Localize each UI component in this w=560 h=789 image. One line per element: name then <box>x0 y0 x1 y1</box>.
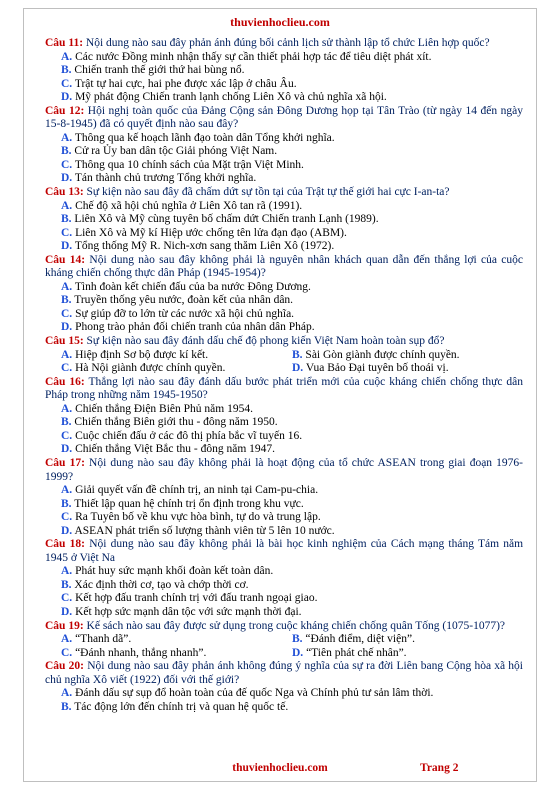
option-text: Chiến thắng Biên giới thu - đông năm 1950. <box>74 416 278 429</box>
option-text: Mỹ phát động Chiến tranh lạnh chống Liên Xô và chủ nghĩa xã hội. <box>75 91 387 104</box>
option-text: Xác định thời cơ, tạo và chớp thời cơ. <box>74 578 249 591</box>
answer-option <box>45 403 523 417</box>
answer-option <box>45 64 523 78</box>
option-text: Thiết lập quan hệ chính trị ổn định trong khu vực. <box>74 497 304 510</box>
question-number: Câu 13: <box>45 186 84 199</box>
option-text: “Thanh dã”. <box>75 633 132 646</box>
question-text: Nội dung nào sau đây phản ánh đúng bối cảnh lịch sử thành lập tổ chức Liên hợp quốc? <box>85 37 490 49</box>
option-label: D. <box>61 240 73 253</box>
option-text: Cuộc chiến đấu ở các đô thị phía bắc vĩ tuyến 16. <box>75 429 303 442</box>
option-text: Chế độ xã hội chủ nghĩa ở Liên Xô tan rã (1991). <box>75 199 303 212</box>
option-label: C. <box>61 158 73 171</box>
question-block <box>45 660 523 714</box>
question-number: Câu 19: <box>45 619 84 632</box>
option-text: Kết hợp đấu tranh chính trị với đấu tranh ngoại giao. <box>75 592 318 605</box>
option-label: A. <box>61 280 73 293</box>
answer-option <box>45 592 523 606</box>
option-text: Chiến thắng Việt Bắc thu - đông năm 1947. <box>75 443 276 456</box>
answer-option <box>45 240 523 254</box>
question-list <box>45 37 523 714</box>
option-text: “Đánh điểm, diệt viện”. <box>305 633 415 646</box>
option-text: Hà Nội giành được chính quyền. <box>75 362 226 375</box>
option-label: C. <box>61 429 73 442</box>
option-text: Tình đoàn kết chiến đấu của ba nước Đông Dương. <box>74 280 311 293</box>
answer-option <box>45 145 523 159</box>
answer-option <box>45 308 523 322</box>
option-label: A. <box>61 565 73 578</box>
option-label: B. <box>61 213 72 226</box>
option-label: D. <box>61 443 73 456</box>
question-text: Kế sách nào sau đây được sử dụng trong cuộc kháng chiến chống quân Tống (1075-1077)? <box>86 619 506 632</box>
answer-option <box>45 687 523 701</box>
option-text: Giải quyết vấn đề chính trị, an ninh tại Cam-pu-chia. <box>75 484 319 497</box>
option-text: Tổng thống Mỹ R. Nich-xơn sang thăm Liên Xô (1972). <box>74 240 335 253</box>
question-number: Câu 16: <box>45 375 85 388</box>
page-number: Trang 2 <box>420 762 459 774</box>
option-text: Liên Xô và Mỹ cùng tuyên bố chấm dứt Chiến tranh Lạnh (1989). <box>74 213 379 226</box>
question-text: Nội dung nào sau đây phản ánh không đúng ý nghĩa của sự ra đời Liên bang Cộng hòa xã hội chủ nghĩa Xô viết (1922) đối với thế giới? <box>45 660 524 686</box>
option-text: Hiệp định Sơ bộ được kí kết. <box>75 348 209 361</box>
question-stem <box>45 254 523 281</box>
question-block <box>45 254 523 335</box>
option-label: B. <box>61 416 72 429</box>
option-text: Sự giúp đỡ to lớn từ các nước xã hội chủ nghĩa. <box>75 307 295 320</box>
answer-option <box>45 78 523 92</box>
option-text: Cử ra Ủy ban dân tộc Giải phóng Việt Nam. <box>74 145 278 158</box>
option-label: C. <box>61 511 73 524</box>
option-text: Thông qua 10 chính sách của Mặt trận Việt Minh. <box>74 158 304 171</box>
question-text: Sự kiện nào sau đây đã chấm dứt sự tồn tại của Trật tự thế giới hai cực I-an-ta? <box>86 186 450 199</box>
options-row <box>45 349 523 363</box>
option-label: C. <box>61 592 73 605</box>
answer-option <box>45 511 523 525</box>
option-text: Liên Xô và Mỹ kí Hiệp ước chống tên lửa đạn đạo (ABM). <box>75 226 347 239</box>
option-label: B. <box>61 145 72 158</box>
option-label: A. <box>61 687 73 700</box>
question-stem <box>45 335 523 349</box>
option-label: B. <box>61 64 72 77</box>
question-stem <box>45 660 523 687</box>
question-stem <box>45 538 523 565</box>
answer-option <box>45 498 523 512</box>
options-row <box>45 647 523 661</box>
answer-option <box>45 484 523 498</box>
option-label: C. <box>61 77 73 90</box>
question-stem <box>45 620 523 634</box>
option-text: Truyền thống yêu nước, đoàn kết của nhân dân. <box>74 294 294 307</box>
question-text: Nội dung nào sau đây không phải là hoạt động của tổ chức ASEAN trong giai đoạn 1976-1999? <box>45 456 524 483</box>
option-text: Chiến thắng Điện Biên Phủ năm 1954. <box>75 402 253 415</box>
answer-option <box>61 647 292 661</box>
question-block <box>45 620 523 661</box>
question-stem <box>45 186 523 200</box>
option-label: C. <box>61 307 73 320</box>
option-text: “Tiên phát chế nhân”. <box>306 646 407 659</box>
question-number: Câu 15: <box>45 335 84 348</box>
site-header: thuvienhoclieu.com <box>230 15 330 29</box>
option-label: D. <box>61 605 73 618</box>
options-row <box>45 362 523 376</box>
question-block <box>45 376 523 457</box>
question-text: Nội dung nào sau đây không phải là bài học kinh nghiệm của Cách mạng tháng Tám năm 1945 ở Việt Na <box>45 538 524 564</box>
question-number: Câu 18: <box>45 538 85 551</box>
answer-option <box>292 349 523 363</box>
question-number: Câu 14: <box>45 253 86 266</box>
answer-option <box>61 362 292 376</box>
option-label: C. <box>61 646 73 659</box>
option-label: B. <box>61 578 72 591</box>
option-text: Đánh dấu sự sụp đổ hoàn toàn của đế quốc Nga và Chính phủ tư sản lâm thời. <box>75 687 434 700</box>
option-label: D. <box>61 172 73 185</box>
option-text: Vua Bảo Đại tuyên bố thoái vị. <box>305 362 449 375</box>
question-block <box>45 105 523 186</box>
question-stem <box>45 105 523 132</box>
option-label: B. <box>292 633 303 646</box>
question-number: Câu 12: <box>45 104 85 117</box>
answer-option <box>45 321 523 335</box>
option-label: C. <box>61 362 73 375</box>
answer-option <box>45 430 523 444</box>
option-label: A. <box>61 484 73 497</box>
option-label: C. <box>61 226 73 239</box>
answer-option <box>292 362 523 376</box>
answer-option <box>61 633 292 647</box>
answer-option <box>45 565 523 579</box>
answer-option <box>45 281 523 295</box>
option-label: B. <box>61 497 72 510</box>
option-text: Các nước Đồng minh nhận thấy sự cần thiết phải hợp tác để tiêu diệt phát xít. <box>75 50 432 63</box>
question-number: Câu 17: <box>45 456 85 469</box>
answer-option <box>45 132 523 146</box>
option-label: D. <box>292 362 304 375</box>
option-text: Ra Tuyên bố về khu vực hòa bình, tự do và trung lập. <box>75 511 321 524</box>
option-label: A. <box>61 50 73 63</box>
question-block <box>45 37 523 105</box>
option-text: Sài Gòn giành được chính quyền. <box>305 348 460 361</box>
option-text: Phong trào phản đối chiến tranh của nhân dân Pháp. <box>75 321 315 334</box>
question-stem <box>45 37 523 51</box>
question-block <box>45 538 523 619</box>
options-row <box>45 633 523 647</box>
question-block <box>45 457 523 538</box>
question-stem <box>45 376 523 403</box>
answer-option <box>45 51 523 65</box>
answer-option <box>61 349 292 363</box>
option-text: Phát huy sức mạnh khối đoàn kết toàn dân. <box>75 565 274 578</box>
question-number: Câu 11: <box>45 37 84 49</box>
footer-site: thuvienhoclieu.com <box>232 762 328 774</box>
option-label: D. <box>61 321 73 334</box>
option-label: A. <box>61 402 73 415</box>
answer-option <box>45 606 523 620</box>
page-footer <box>0 762 560 776</box>
option-label: B. <box>292 348 303 361</box>
answer-option <box>292 647 523 661</box>
question-number: Câu 20: <box>45 660 84 673</box>
answer-option <box>45 200 523 214</box>
option-label: D. <box>292 646 304 659</box>
answer-option <box>45 579 523 593</box>
question-block <box>45 335 523 376</box>
answer-option <box>45 172 523 186</box>
option-label: A. <box>61 348 73 361</box>
option-label: B. <box>61 294 72 307</box>
option-text: Trật tự hai cực, hai phe được xác lập ở châu Âu. <box>74 77 297 90</box>
option-text: Tán thành chủ trương Tổng khởi nghĩa. <box>74 172 257 185</box>
question-text: Sự kiện nào sau đây đánh dấu chế độ phong kiến Việt Nam hoàn toàn sụp đổ? <box>86 335 445 348</box>
answer-option <box>45 159 523 173</box>
question-text: Nội dung nào sau đây không phải là nguyên nhân khách quan dẫn đến thắng lợi của cuộc kháng chiến chống thực dân Pháp (1945-1954)? <box>45 253 524 280</box>
question-text: Hội nghị toàn quốc của Đảng Cộng sản Đông Dương họp tại Tân Trào (từ ngày 14 đến ngày 15-8-1945) đã có quyết định nào sau đây? <box>45 104 523 131</box>
option-text: Kết hợp sức mạnh dân tộc với sức mạnh thời đại. <box>75 605 302 618</box>
answer-option <box>45 294 523 308</box>
option-text: Chiến tranh thế giới thứ hai bùng nổ. <box>74 64 245 77</box>
answer-option <box>45 701 523 715</box>
question-block <box>45 186 523 254</box>
answer-option <box>45 525 523 539</box>
question-text: Thắng lợi nào sau đây đánh dấu bước phát triển mới của cuộc kháng chiến chống thực dân Pháp trong những năm 1945-1950? <box>45 375 524 402</box>
answer-option <box>45 443 523 457</box>
option-text: “Đánh nhanh, thắng nhanh”. <box>75 646 207 659</box>
answer-option <box>45 416 523 430</box>
answer-option <box>45 227 523 241</box>
option-label: A. <box>61 633 73 646</box>
option-label: D. <box>61 91 73 104</box>
option-text: Tác động lớn đến chính trị và quan hệ quốc tế. <box>74 700 289 713</box>
option-text: Thông qua kế hoạch lãnh đạo toàn dân Tổng khởi nghĩa. <box>74 131 335 144</box>
option-text: ASEAN phát triển số lượng thành viên từ 5 lên 10 nước. <box>74 524 335 537</box>
answer-option <box>292 633 523 647</box>
option-label: B. <box>61 700 72 713</box>
option-label: A. <box>61 131 73 144</box>
question-stem <box>45 457 523 484</box>
option-label: A. <box>61 199 73 212</box>
option-label: D. <box>61 524 73 537</box>
answer-option <box>45 91 523 105</box>
answer-option <box>45 213 523 227</box>
